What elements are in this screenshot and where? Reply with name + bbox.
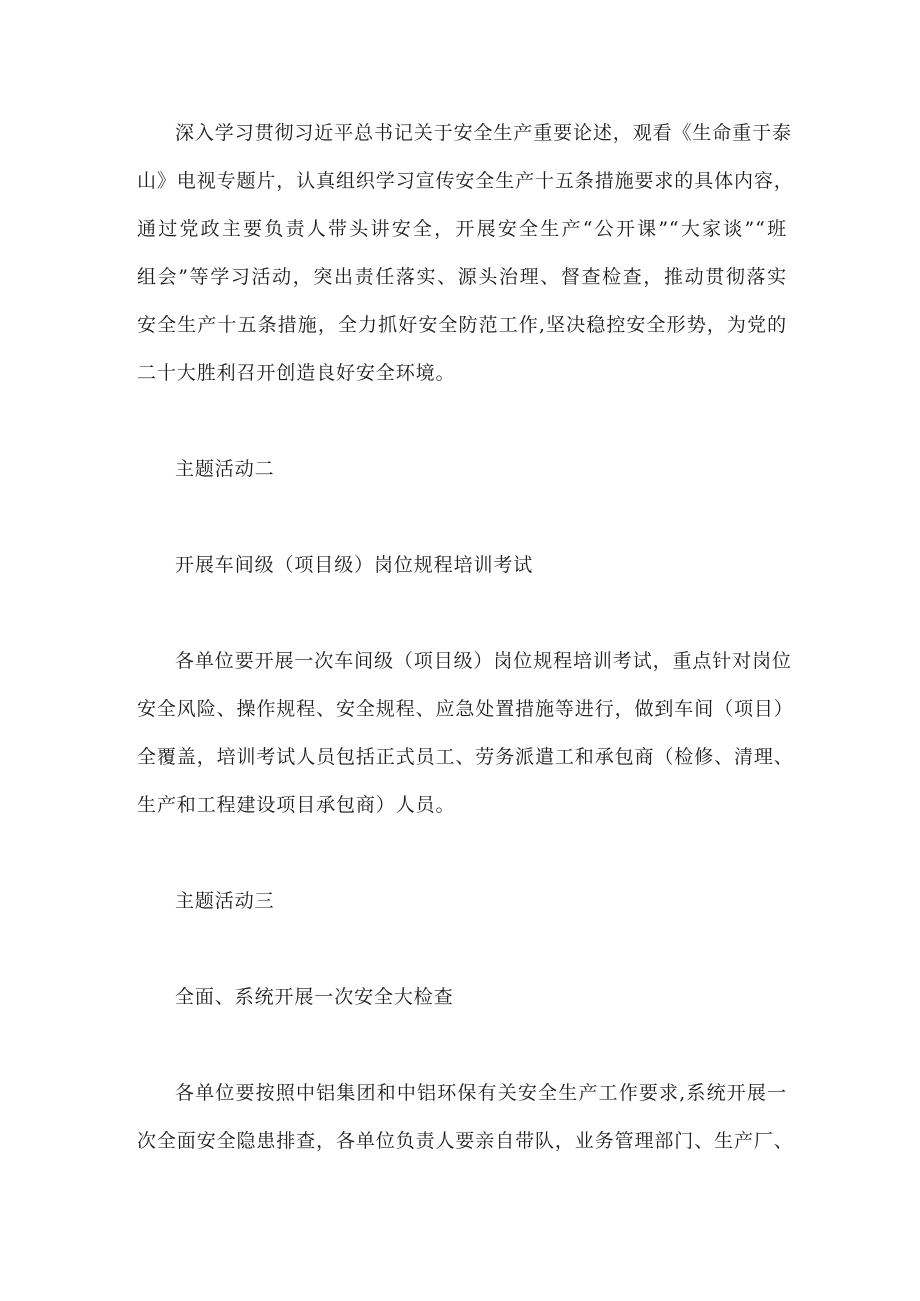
paragraph-line: 生产和工程建设项目承包商）人员。 — [137, 794, 456, 816]
paragraph-line: 各单位要开展一次车间级（项目级）岗位规程培训考试，重点针对岗位 — [175, 650, 792, 672]
paragraph-line: 安全生产十五条措施，全力抓好安全防范工作,坚决稳控安全形势，为党的 — [137, 314, 787, 336]
paragraph-line: 安全风险、操作规程、安全规程、应急处置措施等进行，做到车间（项目） — [137, 698, 794, 720]
paragraph-line: 组会”等学习活动，突出责任落实、源头治理、督查检查，推动贯彻落实 — [137, 266, 787, 288]
paragraph-line: 深入学习贯彻习近平总书记关于安全生产重要论述，观看《生命重于泰 — [175, 122, 792, 144]
paragraph-line: 全覆盖，培训考试人员包括正式员工、劳务派遣工和承包商（检修、清理、 — [137, 746, 794, 768]
section-title: 开展车间级（项目级）岗位规程培训考试 — [175, 554, 534, 576]
paragraph-line: 通过党政主要负责人带头讲安全，开展安全生产“公开课”“大家谈”“班 — [137, 218, 787, 240]
paragraph-line: 山》电视专题片，认真组织学习宣传安全生产十五条措施要求的具体内容， — [137, 170, 794, 192]
section-heading: 主题活动二 — [175, 458, 275, 480]
section-heading: 主题活动三 — [175, 890, 275, 912]
section-title: 全面、系统开展一次安全大检查 — [175, 986, 454, 1008]
paragraph-line: 次全面安全隐患排查，各单位负责人要亲自带队，业务管理部门、生产厂、 — [137, 1130, 794, 1152]
paragraph-line: 二十大胜利召开创造良好安全环境。 — [137, 362, 456, 384]
paragraph-line: 各单位要按照中铝集团和中铝环保有关安全生产工作要求,系统开展一 — [175, 1082, 787, 1104]
